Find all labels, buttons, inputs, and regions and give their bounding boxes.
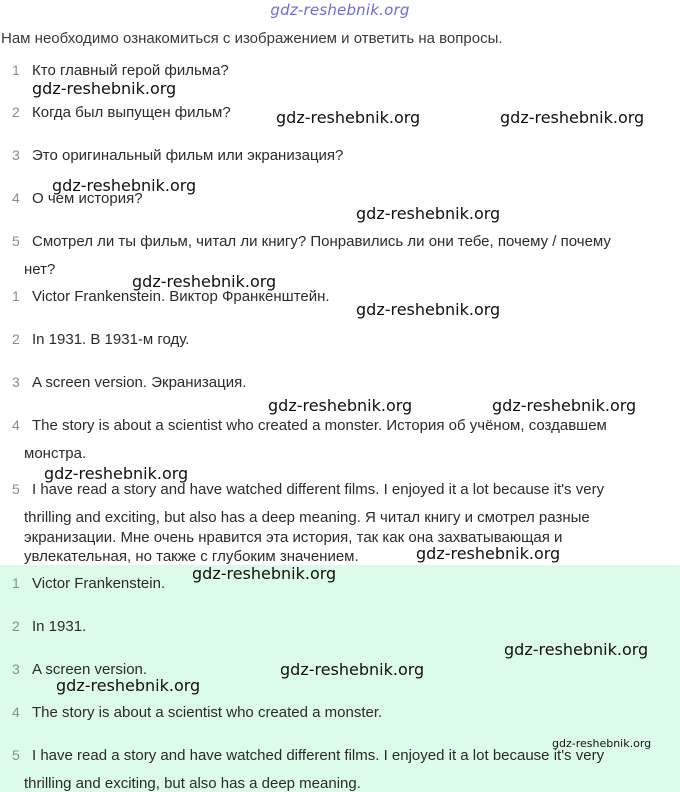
- question-number: 1: [12, 62, 20, 78]
- answer-text: In 1931. В 1931-м году.: [32, 331, 190, 348]
- intro-text: Нам необходимо ознакомиться с изображением и ответить на вопросы.: [1, 30, 503, 47]
- answer-number: 3: [12, 661, 20, 677]
- watermark-text: gdz-reshebnik.org: [504, 640, 649, 659]
- answer-text: I have read a story and have watched different films. I enjoyed it a lot because it's very: [32, 747, 605, 764]
- watermark-text: gdz-reshebnik.org: [44, 464, 189, 483]
- watermark-text: gdz-reshebnik.org: [56, 676, 201, 695]
- question-text-cont: нет?: [24, 261, 56, 278]
- answer-number: 4: [12, 704, 20, 720]
- watermark-text: gdz-reshebnik.org: [356, 204, 501, 223]
- question-text: Кто главный герой фильма?: [32, 62, 229, 79]
- watermark-text: gdz-reshebnik.org: [132, 272, 277, 291]
- question-text: Когда был выпущен фильм?: [32, 104, 231, 121]
- answer-number: 5: [12, 481, 20, 497]
- answer-text: Victor Frankenstein.: [32, 575, 166, 592]
- answer-number: 4: [12, 417, 20, 433]
- question-number: 2: [12, 104, 20, 120]
- answer-text: The story is about a scientist who created a monster.: [32, 704, 383, 721]
- question-number: 3: [12, 147, 20, 163]
- watermark-text: gdz-reshebnik.org: [492, 396, 637, 415]
- answer-text: I have read a story and have watched different films. I enjoyed it a lot because it's very: [32, 481, 605, 498]
- answer-text: The story is about a scientist who created a monster. История об учёном, создавшем: [32, 417, 607, 434]
- answer-text: Victor Frankenstein. Виктор Франкенштейн.: [32, 288, 330, 305]
- answer-number: 1: [12, 288, 20, 304]
- question-number: 4: [12, 190, 20, 206]
- answer-number: 2: [12, 618, 20, 634]
- question-number: 5: [12, 233, 20, 249]
- answer-number: 2: [12, 331, 20, 347]
- answer-text-cont: thrilling and exciting, but also has a deep meaning.: [24, 775, 361, 792]
- site-header-link[interactable]: gdz-reshebnik.org: [270, 1, 410, 19]
- answer-number: 1: [12, 575, 20, 591]
- watermark-text: gdz-reshebnik.org: [500, 108, 645, 127]
- answer-text: A screen version.: [32, 661, 148, 678]
- watermark-text: gdz-reshebnik.org: [356, 300, 501, 319]
- question-text: О чем история?: [32, 190, 143, 207]
- watermark-text: gdz-reshebnik.org: [552, 737, 652, 750]
- watermark-text: gdz-reshebnik.org: [268, 396, 413, 415]
- watermark-text: gdz-reshebnik.org: [280, 660, 425, 679]
- watermark-text: gdz-reshebnik.org: [192, 564, 337, 583]
- answer-text: A screen version. Экранизация.: [32, 374, 247, 391]
- answer-text-cont: экранизации. Мне очень нравится эта история, так как она захватывающая и: [24, 529, 563, 546]
- answer-number: 3: [12, 374, 20, 390]
- watermark-text: gdz-reshebnik.org: [32, 79, 177, 98]
- answer-text-cont: увлекательная, но также с глубоким значением.: [24, 548, 359, 565]
- answer-text-cont: монстра.: [24, 445, 87, 462]
- question-text: Это оригинальный фильм или экранизация?: [32, 147, 344, 164]
- watermark-text: gdz-reshebnik.org: [416, 544, 561, 563]
- answer-text-cont: thrilling and exciting, but also has a deep meaning. Я читал книгу и смотрел разные: [24, 509, 590, 526]
- question-text: Смотрел ли ты фильм, читал ли книгу? Понравились ли они тебе, почему / почему: [32, 233, 611, 250]
- answer-number: 5: [12, 747, 20, 763]
- watermark-text: gdz-reshebnik.org: [276, 108, 421, 127]
- watermark-text: gdz-reshebnik.org: [52, 176, 197, 195]
- answer-text: In 1931.: [32, 618, 87, 635]
